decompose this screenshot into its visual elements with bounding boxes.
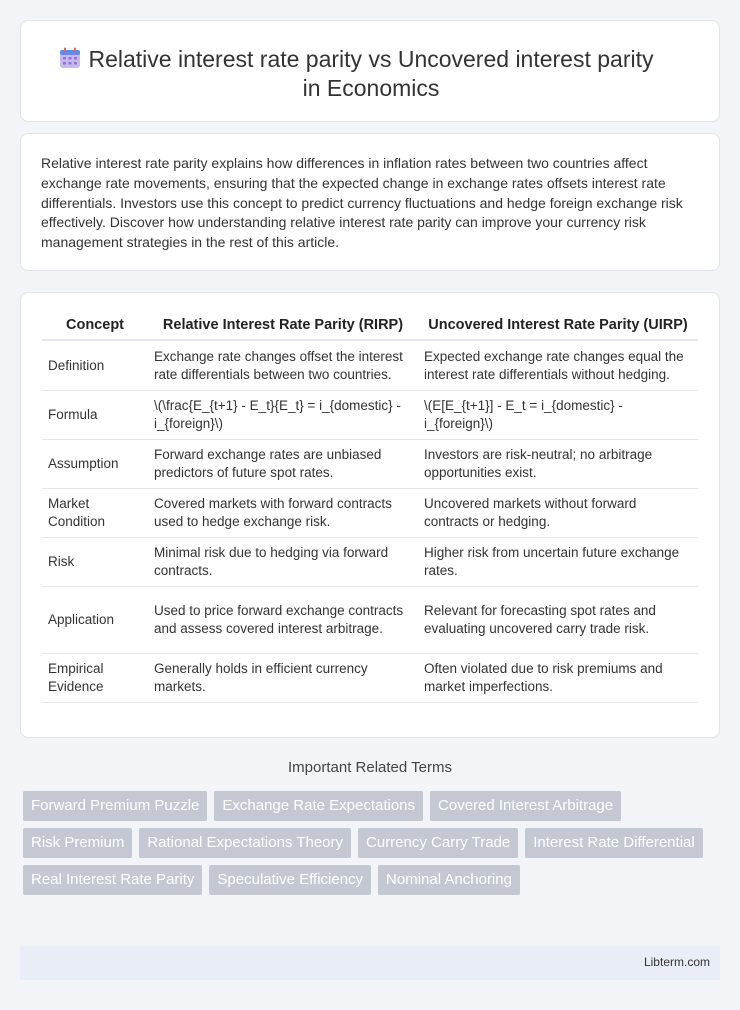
- related-term-tag[interactable]: Speculative Efficiency: [209, 865, 371, 895]
- related-term-tag[interactable]: Covered Interest Arbitrage: [430, 791, 621, 821]
- related-term-tag[interactable]: Forward Premium Puzzle: [23, 791, 207, 821]
- table-row: [42, 341, 698, 391]
- table-cell-rirp: Exchange rate changes offset the interest rate differentials between two countries.: [148, 341, 418, 391]
- table-cell-uirp: \(E[E_{t+1}] - E_t = i_{domestic} - i_{foreign}\): [418, 391, 698, 440]
- table-cell-uirp: Uncovered markets without forward contracts or hedging.: [418, 489, 698, 538]
- header-card: [20, 20, 720, 122]
- table-cell-uirp: Often violated due to risk premiums and market imperfections.: [418, 654, 698, 703]
- table-row: [42, 538, 698, 587]
- header-uirp: Uncovered Interest Rate Parity (UIRP): [418, 311, 698, 341]
- table-cell-concept: Risk: [42, 538, 148, 587]
- table-cell-rirp: \(\frac{E_{t+1} - E_t}{E_t} = i_{domestic} - i_{foreign}\): [148, 391, 418, 440]
- comparison-table: [42, 311, 698, 703]
- page-title-line-2: in Economics: [302, 75, 440, 101]
- table-row: [42, 654, 698, 703]
- table-cell-uirp: Higher risk from uncertain future exchange rates.: [418, 538, 698, 587]
- related-term-tag[interactable]: Risk Premium: [23, 828, 132, 858]
- page-title-line-1: Relative interest rate parity vs Uncovered interest parity: [88, 46, 654, 72]
- table-cell-rirp: Covered markets with forward contracts used to hedge exchange risk.: [148, 489, 418, 538]
- table-row: [42, 440, 698, 489]
- table-cell-concept: Application: [42, 587, 148, 654]
- table-cell-uirp: Relevant for forecasting spot rates and evaluating uncovered carry trade risk.: [418, 587, 698, 654]
- related-term-tag[interactable]: Currency Carry Trade: [358, 828, 518, 858]
- table-cell-concept: Empirical Evidence: [42, 654, 148, 703]
- table-cell-uirp: Expected exchange rate changes equal the interest rate differentials without hedging.: [418, 341, 698, 391]
- header-rirp: Relative Interest Rate Parity (RIRP): [148, 311, 418, 341]
- table-cell-rirp: Forward exchange rates are unbiased predictors of future spot rates.: [148, 440, 418, 489]
- related-term-tag[interactable]: Rational Expectations Theory: [139, 828, 351, 858]
- header-concept: Concept: [42, 311, 148, 341]
- footer: [20, 946, 720, 980]
- comparison-table-card: [20, 292, 720, 738]
- table-cell-rirp: Used to price forward exchange contracts and assess covered interest arbitrage.: [148, 587, 418, 654]
- table-row: [42, 489, 698, 538]
- table-cell-rirp: Minimal risk due to hedging via forward contracts.: [148, 538, 418, 587]
- table-cell-rirp: Generally holds in efficient currency markets.: [148, 654, 418, 703]
- footer-site-link[interactable]: Libterm.com: [643, 955, 710, 969]
- page-title: [21, 45, 721, 103]
- table-cell-concept: Market Condition: [42, 489, 148, 538]
- intro-paragraph: Relative interest rate parity explains how differences in inflation rates between two countries affect exchange rate movements, ensuring that the expected change in exchange rates offsets interest rate differentials. Investors use this concept to predict currency fluctuations and hedge foreign exchange risk effectively. Discover how understanding relative interest rate parity can improve your currency risk management strategies in the rest of this article.: [41, 155, 683, 251]
- related-term-tag[interactable]: Exchange Rate Expectations: [214, 791, 423, 821]
- intro-card: [20, 133, 720, 271]
- table-row: [42, 391, 698, 440]
- related-term-tag[interactable]: Interest Rate Differential: [525, 828, 702, 858]
- table-row: [42, 587, 698, 654]
- related-term-tag[interactable]: Nominal Anchoring: [378, 865, 520, 895]
- related-terms-title: Important Related Terms: [288, 759, 452, 776]
- related-term-tag[interactable]: Real Interest Rate Parity: [23, 865, 202, 895]
- table-header-row: [42, 311, 698, 341]
- table-cell-concept: Assumption: [42, 440, 148, 489]
- table-cell-concept: Formula: [42, 391, 148, 440]
- related-terms-list: [23, 791, 723, 895]
- table-cell-concept: Definition: [42, 341, 148, 391]
- table-cell-uirp: Investors are risk-neutral; no arbitrage opportunities exist.: [418, 440, 698, 489]
